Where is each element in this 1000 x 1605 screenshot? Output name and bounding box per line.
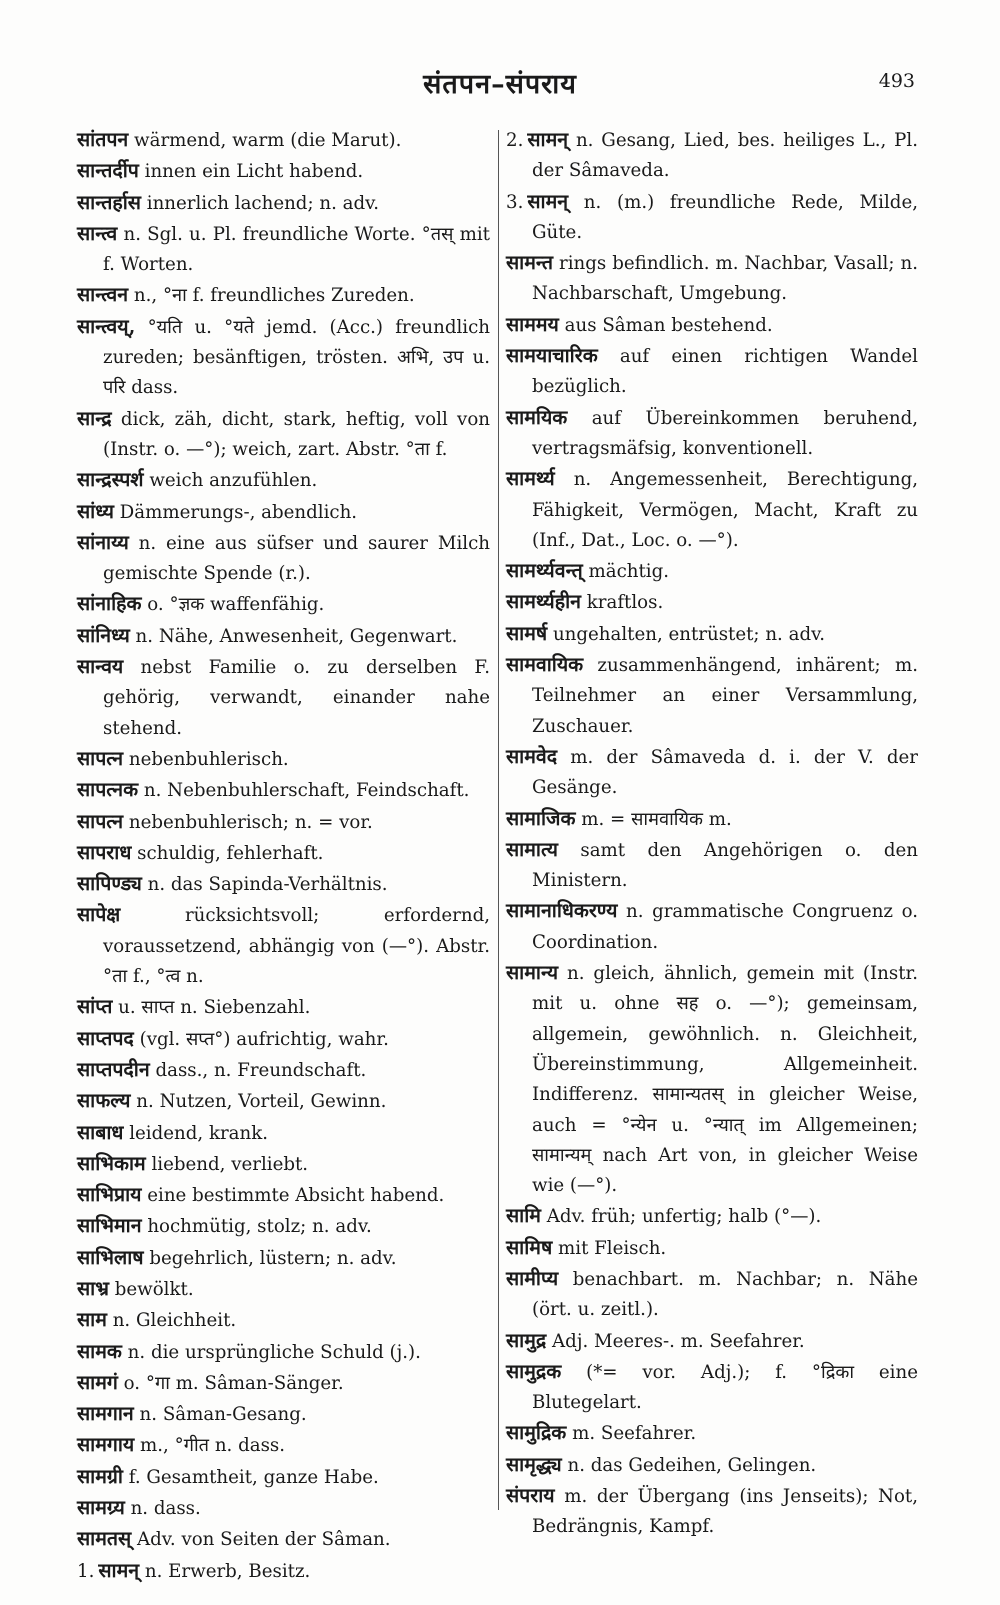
headword: साफल्य [77, 1089, 131, 1113]
headword: सामानाधिकरण्य [506, 899, 618, 923]
definition: innerlich lachend; n. adv. [146, 192, 380, 214]
dictionary-entry [506, 896, 918, 958]
headword: सामात्य [506, 837, 558, 861]
headword: सापिण्ड्य [77, 872, 142, 896]
definition: zusammenhängend, inhärent; m. Teilnehmer an einer Versammlung, Zuschauer. [532, 655, 918, 737]
headword: साभिप्राय [77, 1183, 142, 1207]
headword: सामि [506, 1204, 541, 1228]
definition: m. der Sâmaveda d. i. der V. der Gesänge. [532, 746, 918, 799]
headword: सांनाय्य [77, 530, 129, 554]
definition: rücksichtsvoll; erfordernd, voraussetzend, abhängig von (—°). Abstr. °ता f., °त्व n. [103, 905, 490, 988]
definition: auf einen richtigen Wandel bezüglich. [532, 346, 918, 398]
left-column [77, 125, 490, 1587]
dictionary-entry [77, 1462, 490, 1493]
headword: सामर्थ्यहीन [506, 590, 581, 614]
dictionary-entry [506, 804, 918, 835]
definition: mächtig. [588, 561, 670, 583]
dictionary-entry [506, 835, 918, 897]
entry-number: 3. [506, 191, 524, 213]
definition: aus Sâman bestehend. [564, 314, 773, 336]
definition: bewölkt. [114, 1278, 194, 1300]
headword: सामीप्य [506, 1266, 559, 1290]
definition: nebst Familie o. zu derselben F. gehörig, verwandt, einander nahe stehend. [103, 657, 490, 739]
dictionary-entry [506, 650, 918, 742]
definition: n. das Gedeihen, Gelingen. [567, 1454, 817, 1476]
definition: n. eine aus süfser und saurer Milch gemischte Spende (r.). [103, 532, 490, 585]
headword: सांध्य [77, 499, 114, 523]
definition: auf Übereinkommen beruhend, vertragsmäfsig, konventionell. [532, 407, 918, 459]
headword: सामुद्रिक [506, 1421, 567, 1445]
definition: n. grammatische Congruenz o. Coordination. [532, 901, 918, 953]
definition: begehrlich, lüstern; n. adv. [149, 1247, 397, 1269]
dictionary-entry [506, 1450, 918, 1481]
definition: n. Nutzen, Vorteil, Gewinn. [136, 1091, 387, 1113]
dictionary-entry [506, 1481, 918, 1543]
definition: o. °गा m. Sâman-Sänger. [123, 1372, 344, 1394]
dictionary-entry [77, 900, 490, 992]
definition: nebenbuhlerisch. [128, 748, 289, 770]
definition: o. °ज्ञक waffenfähig. [147, 594, 325, 616]
headword: साप्तपदीन [77, 1057, 150, 1081]
definition: mit Fleisch. [558, 1237, 667, 1259]
definition: n., °ना f. freundliches Zureden. [133, 285, 415, 307]
headword: सामग्र्य [77, 1496, 125, 1520]
headword: सान्द्रस्पर्श [77, 468, 144, 492]
dictionary-entry [77, 1055, 490, 1086]
dictionary-entry [77, 1368, 490, 1399]
dictionary-entry [77, 652, 490, 744]
dictionary-entry [77, 869, 490, 900]
headword: साबाध [77, 1120, 124, 1144]
dictionary-entry [506, 1233, 918, 1264]
headword: सामगाय [77, 1433, 135, 1457]
headword: साभिमान [77, 1214, 142, 1238]
dictionary-entry [77, 497, 490, 528]
dictionary-entry [77, 1274, 490, 1305]
definition: m. = सामवायिक m. [581, 808, 732, 830]
dictionary-entry [77, 125, 490, 156]
dictionary-entry [77, 280, 490, 311]
definition: benachbart. m. Nachbar; n. Nähe (ört. u. zeitl.). [532, 1268, 918, 1321]
definition: rings befindlich. m. Nachbar, Vasall; n. Nachbarschaft, Umgebung. [532, 253, 918, 305]
dictionary-entry [506, 403, 918, 465]
headword: सामग्री [77, 1464, 123, 1488]
headword: सापत्न [77, 746, 124, 770]
headword: संपराय [506, 1484, 555, 1508]
dictionary-entry [77, 1430, 490, 1461]
dictionary-entry [77, 992, 490, 1023]
headword: सान्त्वय्, [77, 314, 136, 338]
definition: innen ein Licht habend. [144, 161, 364, 183]
definition: m., °गीत n. dass. [140, 1435, 286, 1457]
headword: साभिलाष [77, 1245, 144, 1269]
right-column [506, 125, 918, 1543]
headword: सामर्थ्य [506, 467, 555, 491]
definition: n. Gleichheit. [112, 1310, 237, 1332]
definition: eine bestimmte Absicht habend. [147, 1185, 445, 1207]
headword: सांनाहिक [77, 592, 142, 616]
headword: सामगं [77, 1370, 118, 1394]
dictionary-entry [77, 621, 490, 652]
headword: सामुद्रक [506, 1359, 562, 1383]
definition: (vgl. सप्त°) aufrichtig, wahr. [139, 1028, 389, 1050]
dictionary-entry [506, 464, 918, 556]
dictionary-entry [506, 310, 918, 341]
dictionary-entry [77, 807, 490, 838]
definition: n. (m.) freundliche Rede, Milde, Güte. [532, 191, 918, 243]
definition: n. Sgl. u. Pl. freundliche Worte. °तस् mit f. Worten. [103, 223, 490, 276]
headword: सामृद्ध्य [506, 1452, 562, 1476]
headword: सामवायिक [506, 653, 584, 677]
definition: schuldig, fehlerhaft. [137, 842, 324, 864]
definition: hochmütig, stolz; n. adv. [147, 1216, 372, 1238]
definition: n. Nebenbuhlerschaft, Feindschaft. [143, 780, 470, 802]
definition: nebenbuhlerisch; n. = vor. [128, 811, 373, 833]
headword: सापराध [77, 840, 132, 864]
dictionary-entry [506, 248, 918, 310]
definition: n. dass. [130, 1498, 201, 1520]
definition: u. साप्त n. Siebenzahl. [118, 997, 311, 1019]
dictionary-entry [77, 1399, 490, 1430]
definition: n. Nähe, Anwesenheit, Gegenwart. [135, 625, 458, 647]
dictionary-entry [77, 188, 490, 219]
dictionary-entry [77, 1305, 490, 1336]
definition: dick, zäh, dicht, stark, heftig, voll von (Instr. o. —°); weich, zart. Abstr. °ता f. [103, 408, 490, 460]
headword: सामर्थ्यवन्त् [506, 559, 583, 583]
headword: सान्त्व [77, 221, 118, 245]
headword: सामिष [506, 1235, 553, 1259]
dictionary-entry [506, 1201, 918, 1232]
headword: सामर्ष [506, 621, 548, 645]
definition: leidend, krank. [129, 1122, 269, 1144]
headword: सान्तर्हास [77, 190, 141, 214]
dictionary-entry [77, 1024, 490, 1055]
definition: (*= vor. Adj.); f. °द्रिका eine Blutegelart. [532, 1361, 918, 1414]
dictionary-entry [77, 528, 490, 590]
definition: n. Sâman-Gesang. [139, 1404, 307, 1426]
headword: सान्तर्दीप [77, 159, 139, 183]
dictionary-entry [506, 187, 918, 249]
entry-number: 1. [77, 1560, 95, 1582]
dictionary-entry [77, 404, 490, 466]
definition: m. der Übergang (ins Jenseits); Not, Bedrängnis, Kampf. [532, 1486, 918, 1538]
dictionary-entry [77, 156, 490, 187]
dictionary-entry [77, 1243, 490, 1274]
dictionary-entry [77, 1211, 490, 1242]
dictionary-entry [77, 1118, 490, 1149]
definition: n. gleich, ähnlich, gemein mit (Instr. mit u. ohne सह o. —°); gemeinsam, allgemein, gewöhnlich. n. Gleichheit, Übereinstimmung, Allgemeinheit. Indifferenz. सामान्यतस् in gleicher Weise, auch = °न्येन u. °न्यात् im Allgemeinen; सामान्यम् nach Art von, in gleicher Weise wie (—°). [532, 963, 918, 1197]
headword: सापत्न [77, 809, 124, 833]
headword: सामगान [77, 1402, 134, 1426]
definition: n. Erwerb, Besitz. [144, 1560, 311, 1582]
headword: सामयाचारिक [506, 344, 598, 368]
dictionary-entry [77, 589, 490, 620]
running-title: संतपन–संपराय [423, 69, 577, 100]
dictionary-entry [77, 744, 490, 775]
headword: साप्तपद [77, 1026, 134, 1050]
definition: °यति u. °यते jemd. (Acc.) freundlich zureden; besänftigen, trösten. अभि, उप u. परि dass. [103, 316, 490, 399]
headword: सापेक्ष [77, 903, 121, 927]
dictionary-entry [506, 619, 918, 650]
page-number: 493 [878, 70, 915, 92]
definition: wärmend, warm (die Marut). [134, 130, 402, 151]
dictionary-entry [506, 587, 918, 618]
headword: सामान्य [506, 961, 559, 985]
headword: सापत्नक [77, 778, 139, 802]
definition: dass., n. Freundschaft. [155, 1059, 367, 1081]
dictionary-entry [77, 219, 490, 281]
headword: साभिकाम [77, 1151, 146, 1175]
dictionary-entry [77, 312, 490, 404]
column-divider [498, 130, 499, 1510]
page-header [0, 60, 1000, 100]
definition: kraftlos. [586, 592, 664, 614]
definition: Adv. früh; unfertig; halb (°—). [546, 1206, 822, 1228]
headword: सामन् [527, 189, 569, 213]
dictionary-entry [77, 1556, 490, 1587]
definition: n. die ursprüngliche Schuld (j.). [127, 1341, 421, 1363]
headword: सामन्त [506, 251, 554, 275]
dictionary-entry [77, 1524, 490, 1555]
headword: सामक [77, 1339, 122, 1363]
definition: samt den Angehörigen o. den Ministern. [532, 839, 918, 892]
headword: सामन् [527, 128, 569, 151]
entry-number: 2. [506, 130, 524, 151]
headword: साममय [506, 312, 559, 336]
dictionary-entry [77, 1180, 490, 1211]
headword: सामाजिक [506, 806, 576, 830]
definition: m. Seefahrer. [572, 1423, 697, 1445]
definition: ungehalten, entrüstet; n. adv. [552, 623, 825, 645]
definition: weich anzufühlen. [149, 470, 318, 492]
headword: सांनिध्य [77, 623, 130, 647]
headword: सांप्त [77, 995, 113, 1019]
dictionary-entry [506, 125, 918, 187]
definition: f. Gesamtheit, ganze Habe. [128, 1466, 379, 1488]
dictionary-entry [77, 1086, 490, 1117]
headword: सान्द्र [77, 406, 112, 430]
dictionary-entry [506, 1264, 918, 1326]
dictionary-entry [77, 1149, 490, 1180]
dictionary-entry [506, 341, 918, 403]
headword: सांतपन [77, 128, 129, 151]
headword: सामुद्र [506, 1328, 547, 1352]
headword: साम [77, 1308, 107, 1332]
dictionary-entry [506, 1418, 918, 1449]
headword: सामवेद [506, 744, 558, 768]
dictionary-entry [506, 1326, 918, 1357]
dictionary-entry [506, 1357, 918, 1419]
dictionary-entry [77, 1493, 490, 1524]
definition: Adj. Meeres-. m. Seefahrer. [552, 1330, 805, 1352]
definition: Dämmerungs-, abendlich. [119, 501, 358, 523]
headword: साभ्र [77, 1276, 109, 1300]
definition: liebend, verliebt. [151, 1153, 309, 1175]
dictionary-entry [506, 958, 918, 1201]
headword: सामयिक [506, 405, 568, 429]
headword: सामतस् [77, 1527, 132, 1551]
dictionary-entry [506, 742, 918, 804]
dictionary-entry [77, 838, 490, 869]
definition: n. Angemessenheit, Berechtigung, Fähigkeit, Vermögen, Macht, Kraft zu (Inf., Dat., Loc. o. —°). [532, 469, 918, 551]
definition: n. Gesang, Lied, bes. heiliges L., Pl. der Sâmaveda. [532, 130, 918, 182]
definition: Adv. von Seiten der Sâman. [137, 1529, 391, 1551]
headword: सान्वय [77, 655, 124, 679]
dictionary-entry [77, 775, 490, 806]
dictionary-entry [77, 465, 490, 496]
headword: सान्त्वन [77, 283, 129, 307]
headword: सामन् [98, 1558, 140, 1582]
dictionary-entry [506, 556, 918, 587]
dictionary-entry [77, 1337, 490, 1368]
definition: n. das Sapinda-Verhältnis. [147, 874, 388, 896]
